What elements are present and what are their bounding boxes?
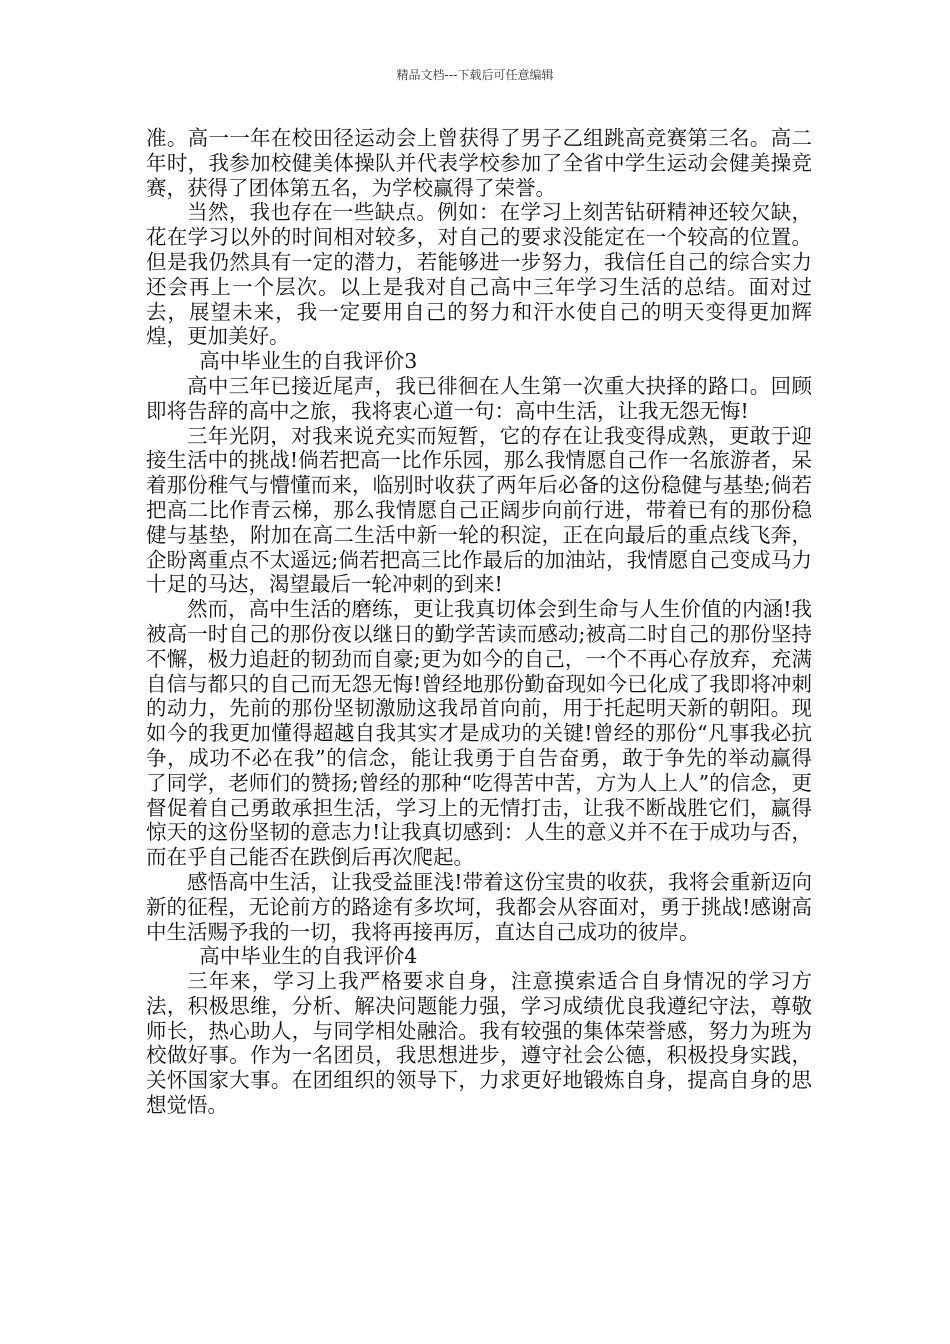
paragraph-3: 高中三年已接近尾声，我已徘徊在人生第一次重大抉择的路口。回顾即将告辞的高中之旅，我将衷心道一句：高中生活，让我无怨无悔! <box>146 373 812 423</box>
paragraph-5: 然而，高中生活的磨练，更让我真切体会到生命与人生价值的内涵!我被高一时自己的那份夜以继日的勤学苦读而感动;被高二时自己的那份坚持不懈，极力追赶的韧劲而自豪;更为如今的自己，一个不再心存放弃，充满自信与都只的自己而无怨无悔!曾经地那份勤奋现如今已化成了我即将冲刺的动力，先前的那份坚韧激励这我昂首向前，用于托起明天新的朝阳。现如今的我更加懂得超越自我其实才是成功的关键!曾经的那份“凡事我必抗争，成功不必在我”的信念，能让我勇于自告奋勇，敢于争先的举动赢得了同学，老师们的赞扬;曾经的那种“吃得苦中苦，方为人上人”的信念，更督促着自己勇敢承担生活，学习上的无情打击，让我不断战胜它们，赢得惊天的这份坚韧的意志力!让我真切感到：人生的意义并不在于成功与否，而在乎自己能否在跌倒后再次爬起。 <box>146 597 812 870</box>
paragraph-4: 三年光阴，对我来说充实而短暂，它的存在让我变得成熟，更敢于迎接生活中的挑战!倘若把高一比作乐园，那么我情愿自己作一名旅游者，呆着那份稚气与懵懂而来，临别时收获了两年后必备的这份稳健与基垫;倘若把高二比作青云梯，那么我情愿自己正阔步向前行进，带着已有的那份稳健与基垫，附加在高二生活中新一轮的积淀，正在向最后的重点线飞奔，企盼离重点不太遥远;倘若把高三比作最后的加油站，我情愿自己变成马力十足的马达，渴望最后一轮冲刺的到来! <box>146 423 812 597</box>
paragraph-6: 感悟高中生活，让我受益匪浅!带着这份宝贵的收获，我将会重新迈向新的征程，无论前方的路途有多坎坷，我都会从容面对，勇于挑战!感谢高中生活赐予我的一切，我将再接再厉，直达自己成功的彼岸。 <box>146 869 812 944</box>
section-heading-3: 高中毕业生的自我评价3 <box>199 349 418 374</box>
section-heading-4: 高中毕业生的自我评价4 <box>199 944 418 969</box>
paragraph-2: 当然，我也存在一些缺点。例如：在学习上刻苦钻研精神还较欠缺，花在学习以外的时间相对较多，对自己的要求没能定在一个较高的位置。但是我仍然具有一定的潜力，若能够进一步努力，我信任自己的综合实力还会再上一个层次。以上是我对自己高中三年学习生活的总结。面对过去，展望未来，我一定要用自己的努力和汗水使自己的明天变得更加辉煌，更加美好。 <box>146 200 812 349</box>
page-header: 精品文档---下载后可任意编辑 <box>396 68 554 82</box>
document-body <box>146 126 812 1118</box>
paragraph-7: 三年来，学习上我严格要求自身，注意摸索适合自身情况的学习方法，积极思维，分析、解决问题能力强，学习成绩优良我遵纪守法，尊敬师长，热心助人，与同学相处融洽。我有较强的集体荣誉感，努力为班为校做好事。作为一名团员，我思想进步，遵守社会公德，积极投身实践，关怀国家大事。在团组织的领导下，力求更好地锻炼自身，提高自身的思想觉悟。 <box>146 969 812 1118</box>
paragraph-1: 准。高一一年在校田径运动会上曾获得了男子乙组跳高竞赛第三名。高二年时，我参加校健美体操队并代表学校参加了全省中学生运动会健美操竞赛，获得了团体第五名，为学校赢得了荣誉。 <box>146 126 812 200</box>
